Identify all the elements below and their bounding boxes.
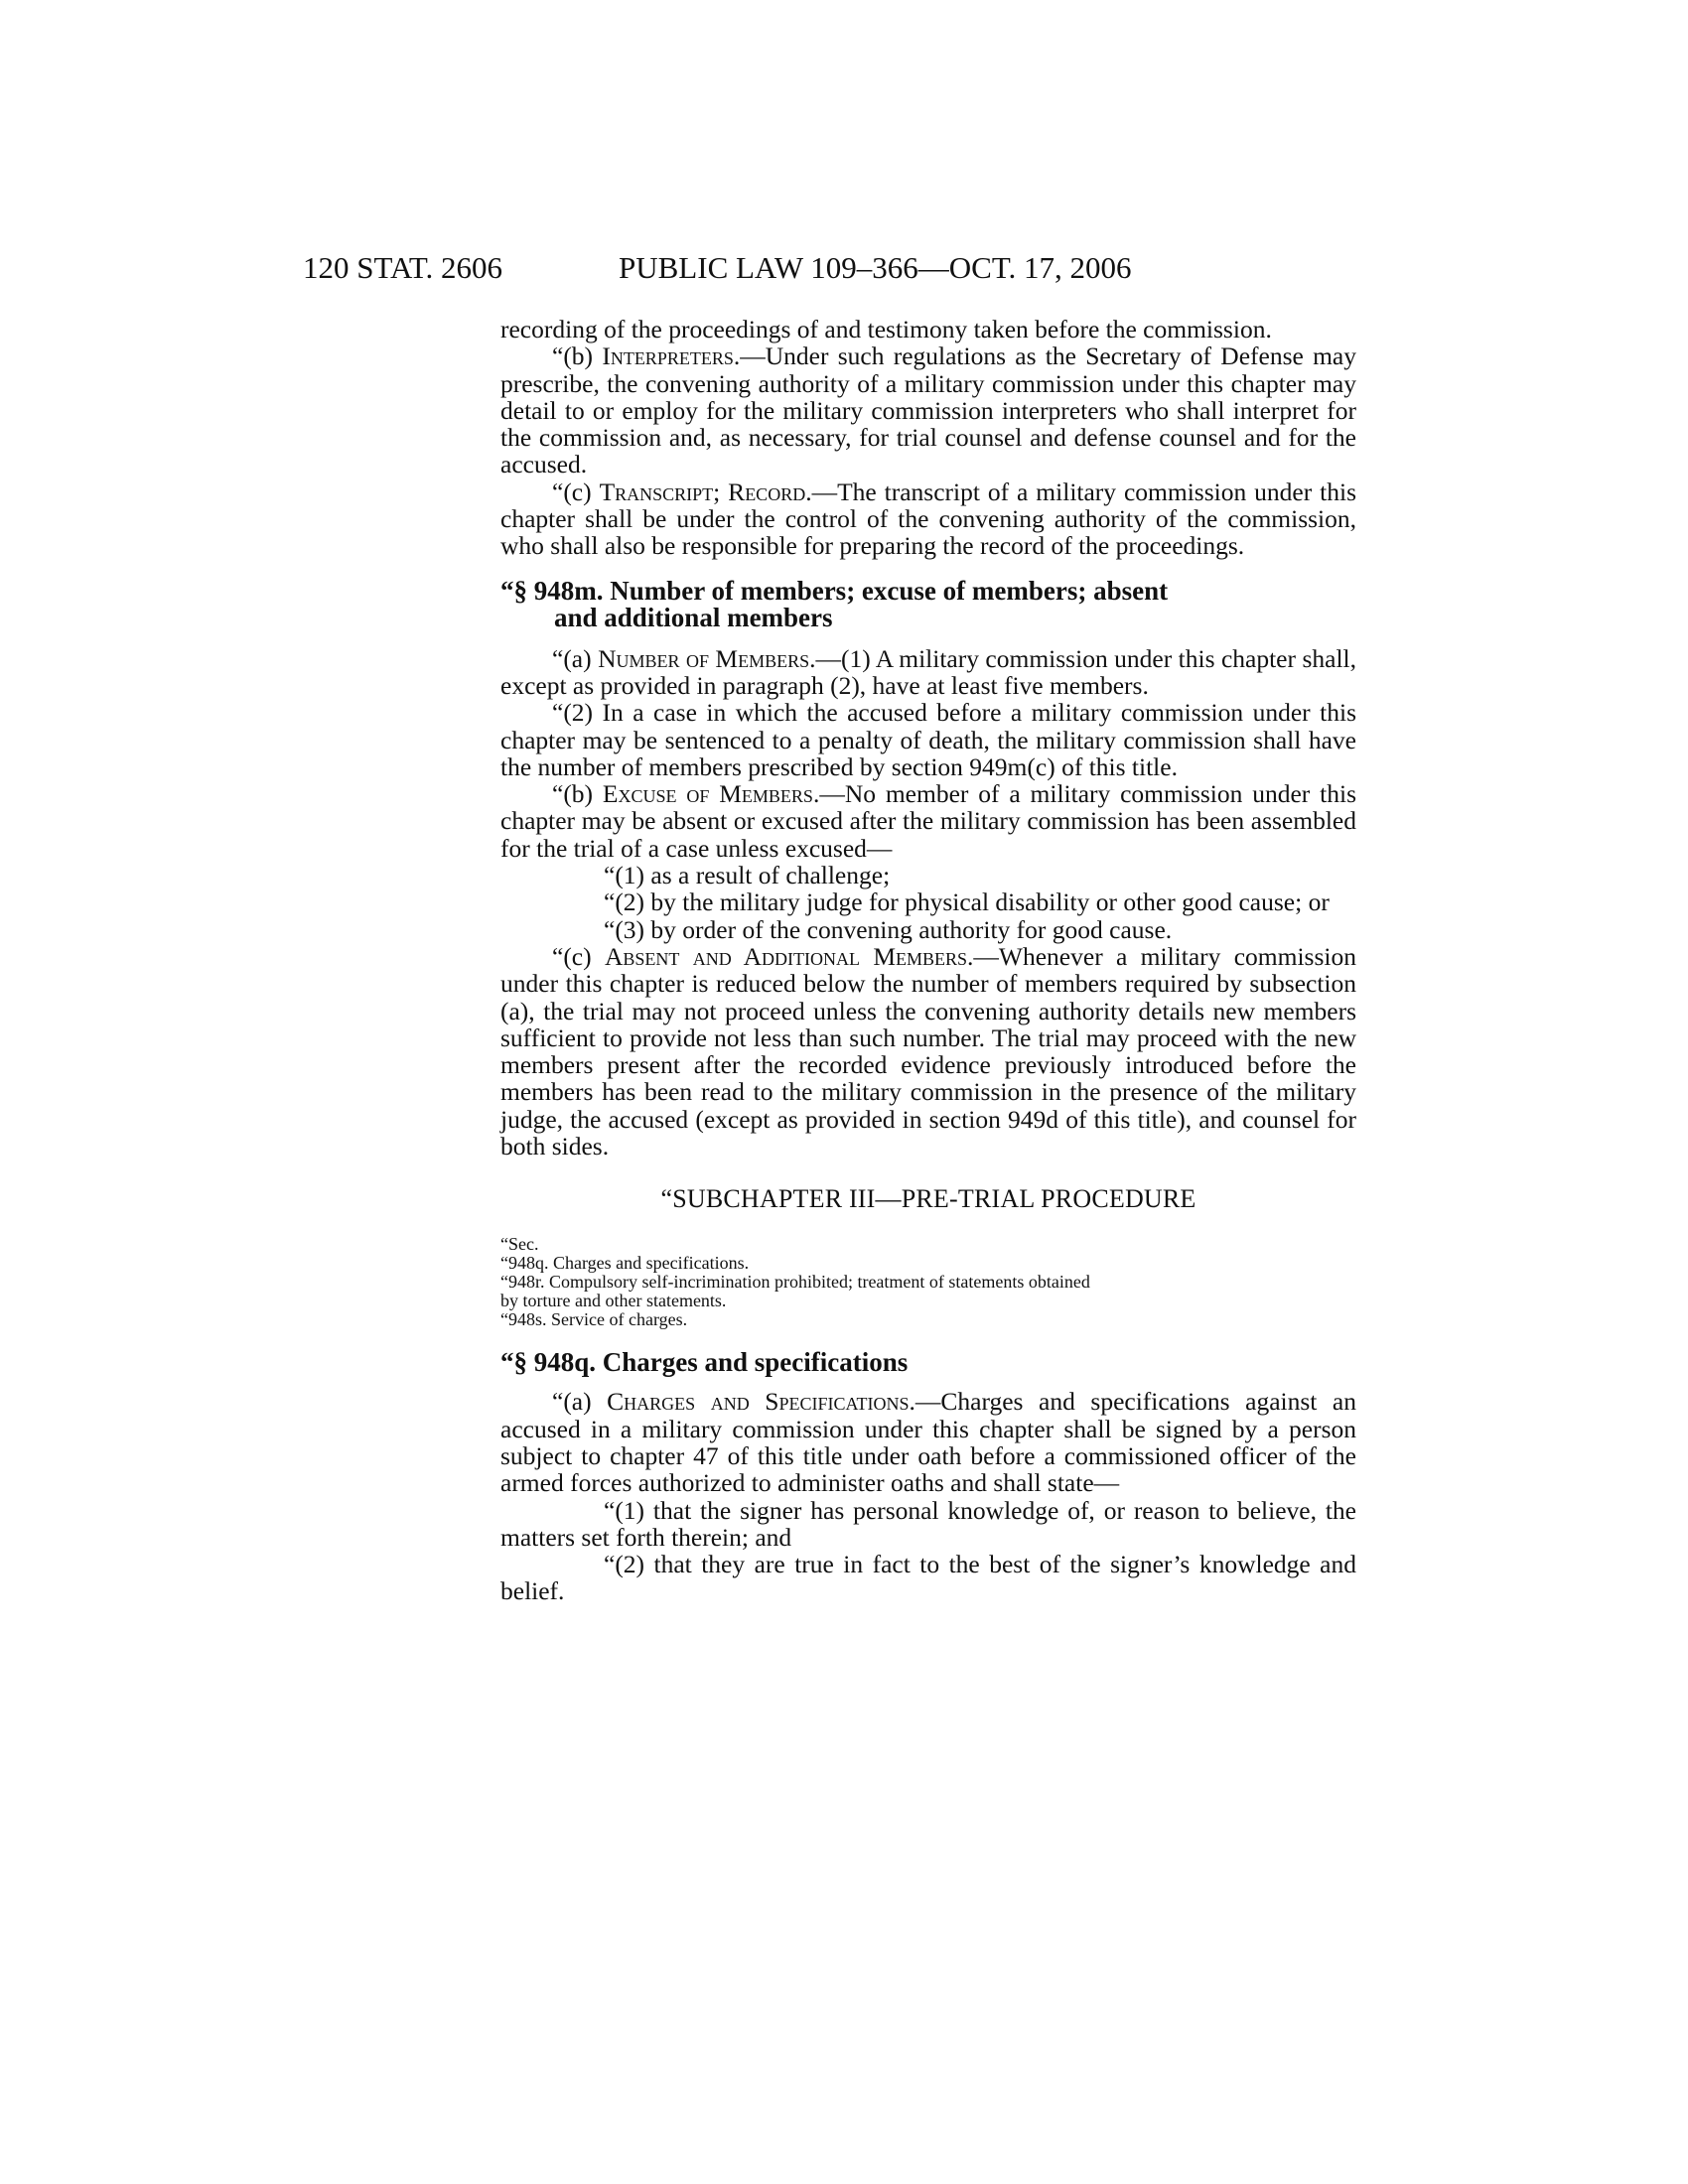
paragraph-heading: Transcript; Record bbox=[599, 477, 806, 506]
paragraph-heading: Excuse of Members bbox=[602, 779, 813, 809]
clause-2: “(2) by the military judge for physical disability or other good cause; or bbox=[604, 887, 1330, 917]
clause-2: “(2) that they are true in fact to the best of the signer’s knowledge and belief. bbox=[500, 1550, 1356, 1606]
paragraph-heading: Number of Members bbox=[598, 643, 810, 673]
document-body bbox=[500, 316, 1356, 1605]
paragraph-text: .—Whenever a military commission under this chapter is reduced below the number of members required by subsection (a), the trial may not proceed unless the convening authority details new members sufficient to provide not less than such number. The trial may proceed with the new members present after the recorded evidence previously introduced before the members has been read to the military commission in the presence of the military judge, the accused (except as provided in section 949d of this title), and counsel for both sides. bbox=[500, 941, 1356, 1161]
section-heading-948q: “§ 948q. Charges and specifications bbox=[500, 1347, 909, 1378]
section-heading-948m bbox=[500, 575, 1356, 632]
subchapter-heading: “SUBCHAPTER III—PRE-TRIAL PROCEDURE bbox=[660, 1184, 1196, 1214]
clause-3: “(3) by order of the convening authority for good cause. bbox=[604, 914, 1173, 944]
toc-entry: “948s. Service of charges. bbox=[500, 1309, 688, 1330]
paragraph-marker: “(a) bbox=[552, 643, 599, 673]
paragraph-heading: Charges and Specifications bbox=[607, 1387, 910, 1417]
paragraph-charges-specifications bbox=[500, 1388, 1356, 1496]
paragraph-transcript bbox=[500, 478, 1356, 560]
clause-1: “(1) as a result of challenge; bbox=[604, 861, 891, 890]
paragraph-excuse-of-members bbox=[500, 780, 1356, 862]
page-header bbox=[303, 250, 1216, 290]
public-law-citation: PUBLIC LAW 109–366—OCT. 17, 2006 bbox=[619, 250, 1132, 285]
paragraph-absent-additional-members bbox=[500, 943, 1356, 1160]
paragraph-death-penalty: “(2) In a case in which the accused before a military commission under this chapter may be sentenced to a penalty of death, the military commission shall have the number of members prescribed by section 949m(c) of this title. bbox=[500, 698, 1356, 781]
paragraph-text: .—(1) A military commission under this chapter shall, except as provided in paragraph (2), have at least five members. bbox=[500, 643, 1356, 700]
statute-page-number: 120 STAT. 2606 bbox=[303, 250, 503, 285]
toc-entry: “948q. Charges and specifications. bbox=[500, 1253, 750, 1274]
clause-1: “(1) that the signer has personal knowledge of, or reason to believe, the matters set forth therein; and bbox=[500, 1495, 1356, 1552]
paragraph-heading: Interpreters bbox=[602, 341, 734, 371]
paragraph-marker: “(b) bbox=[552, 341, 603, 371]
paragraph-marker: “(c) bbox=[552, 941, 605, 971]
paragraph-text: .—No member of a military commission under this chapter may be absent or excused after the military commission has been assembled for the trial of a case unless excused— bbox=[500, 779, 1356, 863]
section-heading-line: “§ 948m. Number of members; excuse of members; absent bbox=[500, 575, 1169, 606]
paragraph-text: .—Under such regulations as the Secretary of Defense may prescribe, the convening authority of a military commission under this chapter may detail to or employ for the military commission interpreters who shall interpret for the commission and, as necessary, for trial counsel and defense counsel and for the accused. bbox=[500, 341, 1356, 479]
paragraph-text: .—Charges and specifications against an accused in a military commission under this chapter shall be signed by a person subject to chapter 47 of this title under oath before a commissioned officer of the armed forces authorized to administer oaths and shall state— bbox=[500, 1387, 1356, 1498]
toc-label: “Sec. bbox=[500, 1234, 539, 1255]
paragraph-marker: “(b) bbox=[552, 779, 603, 809]
paragraph-recording: recording of the proceedings of and testimony taken before the commission. bbox=[500, 315, 1272, 343]
toc-entry-line: “948r. Compulsory self-incrimination prohibited; treatment of statements obtained bbox=[500, 1272, 1090, 1293]
paragraph-text: .—The transcript of a military commission under this chapter shall be under the control of the convening authority of the commission, who shall also be responsible for preparing the record of the proceedings. bbox=[500, 477, 1356, 561]
paragraph-marker: “(c) bbox=[552, 477, 600, 506]
section-heading-line: and additional members bbox=[554, 602, 833, 632]
paragraph-heading: Absent and Additional Members bbox=[604, 941, 968, 971]
paragraph-interpreters bbox=[500, 342, 1356, 478]
toc-entry bbox=[500, 1273, 1356, 1310]
paragraph-number-of-members bbox=[500, 645, 1356, 700]
toc-entry-line: by torture and other statements. bbox=[500, 1291, 727, 1311]
section-table-of-contents bbox=[500, 1235, 1356, 1329]
paragraph-marker: “(a) bbox=[552, 1387, 608, 1417]
